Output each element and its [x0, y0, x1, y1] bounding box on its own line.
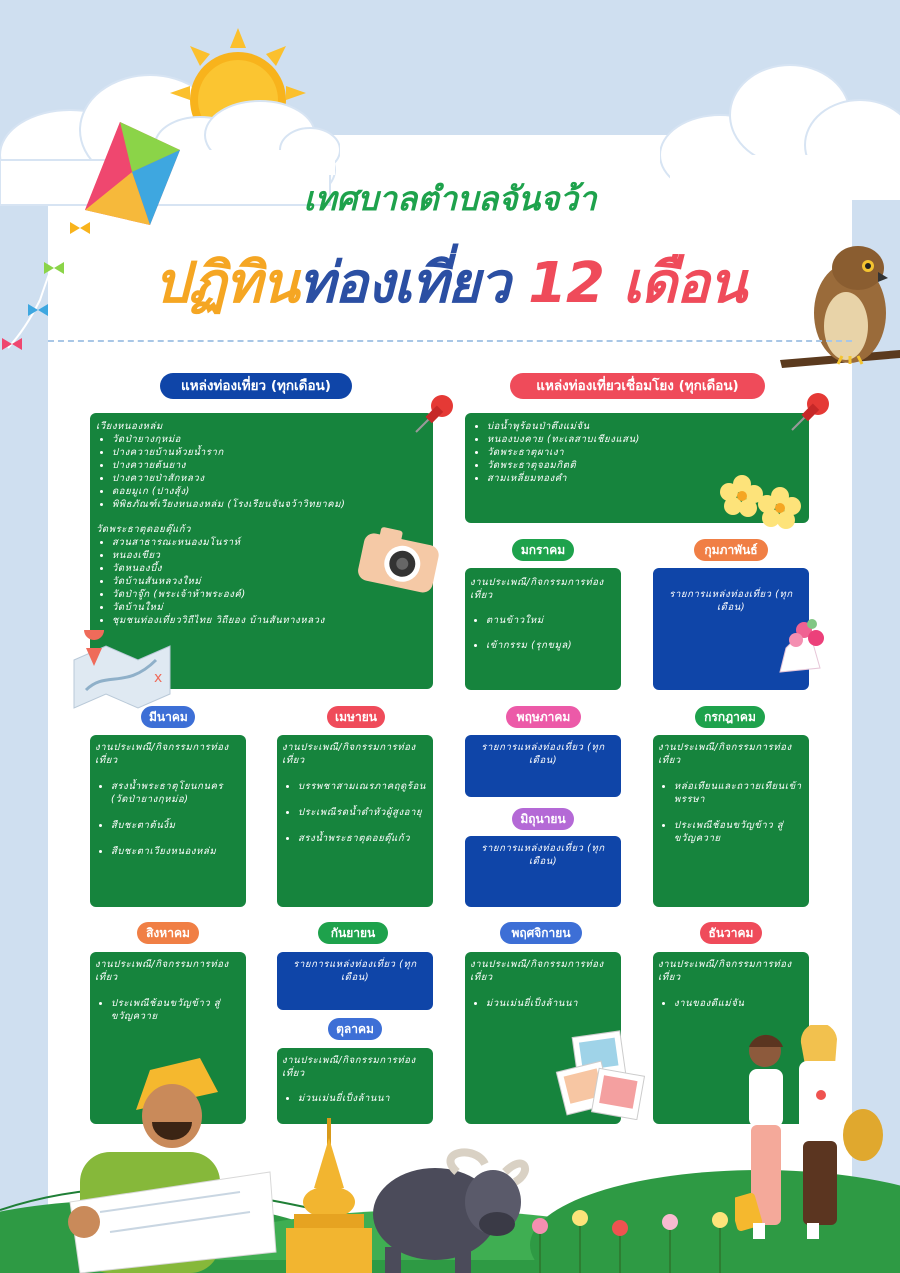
list-item: • วัดป่าจู๊ก (พระเจ้าห้าพระองค์): [112, 588, 427, 601]
list-item: • เข้ากรรม (รุกขมูล): [486, 639, 616, 652]
all-months-list-note: รายการแหล่งท่องเที่ยว (ทุกเดือน): [481, 742, 605, 766]
pushpin-icon: [412, 392, 460, 436]
list-item: • สืบชะตาเวียงหนองหล่ม: [111, 845, 241, 858]
list-item: • บ่อน้ำพุร้อนป่าตึงแม่จัน: [487, 420, 803, 433]
month-label-november: พฤศจิกายน: [500, 922, 582, 944]
all-months-list-note: รายการแหล่งท่องเที่ยว (ทุกเดือน): [481, 843, 605, 867]
may-card: [465, 735, 621, 797]
tourist-couple-illustration: [735, 1025, 895, 1255]
list-item: • หนองบงคาย (ทะเลสาบเชียงแสน): [487, 433, 803, 446]
month-label-may: พฤษภาคม: [506, 706, 581, 728]
list-item: • ปางควายต้นยาง: [112, 459, 427, 472]
buffalo-illustration: [365, 1142, 535, 1273]
list-item: • ประเพณีรดน้ำดำหัวผู้สูงอายุ: [298, 806, 428, 819]
title-part-months: 12 เดือน: [528, 251, 746, 316]
bouquet-icon: [768, 608, 838, 678]
list-item: • ม่วนเม่นยี่เป็งล้านนา: [486, 997, 616, 1010]
stupa-illustration: [284, 1118, 374, 1273]
june-card: [465, 836, 621, 907]
list-item: • วัดพระธาตุจอมกิตติ: [487, 459, 803, 472]
list-item: • สรงน้ำพระธาตุโยนกนคร (วัดป่ายางกฺหม่อ): [111, 780, 241, 806]
list-item: • ดอยมูเก (ปางสุ้ง): [112, 485, 427, 498]
group-title-doi-tukaew: วัดพระธาตุดอยตุ๊แก้ว: [96, 524, 192, 535]
list-item: • วัดบ้านสันหลวงใหม่: [112, 575, 427, 588]
list-item: • วัดหนองบึ้ง: [112, 562, 427, 575]
month-label-september: กันยายน: [318, 922, 388, 944]
list-item: • วัดป่ายางกฺหม่อ: [112, 433, 427, 446]
pushpin-icon: [788, 390, 836, 434]
title-part-calendar: ปฏิทิน: [154, 251, 299, 316]
month-label-december: ธันวาคม: [700, 922, 762, 944]
title-part-travel: ท่องเที่ยว: [298, 251, 510, 316]
list-item: • ตานข้าวใหม่: [486, 614, 616, 627]
map-icon: [66, 630, 178, 710]
january-card: [465, 568, 621, 690]
flower-icon: [720, 474, 804, 530]
traveler-man-illustration: [40, 1052, 280, 1273]
owl-illustration: [780, 238, 900, 388]
event-heading: งานประเพณี/กิจกรรมการท่องเที่ยว: [658, 742, 792, 766]
list-item: • งานของดีแม่จัน: [674, 997, 804, 1010]
photos-icon: [555, 1030, 645, 1120]
list-item: • หล่อเทียนและถวายเทียนเข้าพรรษา: [674, 780, 804, 806]
all-months-attractions-label: แหล่งท่องเที่ยว (ทุกเดือน): [160, 373, 352, 399]
list-item: • วัดบ้านใหม่: [112, 601, 427, 614]
month-label-july: กรกฎาคม: [695, 706, 765, 728]
month-label-january: มกราคม: [512, 539, 574, 561]
october-card: [277, 1048, 433, 1124]
list-item: • บรรพชาสามเณรภาคฤดูร้อน: [298, 780, 428, 793]
month-label-march: มีนาคม: [141, 706, 195, 728]
flowers-illustration: [520, 1200, 750, 1273]
september-card: [277, 952, 433, 1010]
list-item: • ปางควายป่าสักหลวง: [112, 472, 427, 485]
camera-icon: [355, 525, 443, 595]
event-heading: งานประเพณี/กิจกรรมการท่องเที่ยว: [658, 959, 792, 983]
list-item: • สืบชะตาต้นงิ้ม: [111, 819, 241, 832]
list-item: • ชุมชนท่องเที่ยววิถีไทย วิถียอง บ้านสันทางหลวง: [112, 614, 427, 627]
list-item: • พิพิธภัณฑ์เวียงหนองหล่ม (โรงเรียนจันจว้าวิทยาคม): [112, 498, 427, 511]
list-item: • สามเหลี่ยมทองคำ: [487, 472, 803, 485]
march-card: [90, 735, 246, 907]
event-heading: งานประเพณี/กิจกรรมการท่องเที่ยว: [282, 742, 416, 766]
event-heading: งานประเพณี/กิจกรรมการท่องเที่ยว: [470, 959, 604, 983]
month-label-february: กุมภาพันธ์: [694, 539, 768, 561]
calendar-title: [70, 238, 830, 327]
month-label-april: เมษายน: [327, 706, 385, 728]
title-divider: [48, 340, 852, 342]
list-item: • ประเพณีช้อนขวัญข้าว สู่ขวัญควาย: [111, 997, 241, 1023]
month-label-june: มิถุนายน: [512, 808, 574, 830]
group-title-wiang-nong-lom: เวียงหนองหล่ม: [96, 421, 163, 432]
list-item: • สวนสาธารณะหนองมโนราห์: [112, 536, 427, 549]
svg-text:x: x: [154, 670, 163, 686]
linked-attractions-label: แหล่งท่องเที่ยวเชื่อมโยง (ทุกเดือน): [510, 373, 765, 399]
all-months-list-note: รายการแหล่งท่องเที่ยว (ทุกเดือน): [293, 959, 417, 983]
all-months-list-note: รายการแหล่งท่องเที่ยว (ทุกเดือน): [669, 589, 793, 613]
list-item: • ปางควายบ้านห้วยน้ำราก: [112, 446, 427, 459]
event-heading: งานประเพณี/กิจกรรมการท่องเที่ยว: [470, 577, 604, 601]
municipality-title: เทศบาลตำบลจันจว้า: [303, 179, 597, 218]
list-item: • ม่วนเม่นยี่เป็งล้านนา: [298, 1092, 428, 1105]
list-item: • ประเพณีช้อนขวัญข้าว สู่ขวัญควาย: [674, 819, 804, 845]
event-heading: งานประเพณี/กิจกรรมการท่องเที่ยว: [95, 742, 229, 766]
list-item: • วัดพระธาตุผาเงา: [487, 446, 803, 459]
event-heading: งานประเพณี/กิจกรรมการท่องเที่ยว: [282, 1055, 416, 1079]
month-label-october: ตุลาคม: [328, 1018, 382, 1040]
april-card: [277, 735, 433, 907]
month-label-august: สิงหาคม: [137, 922, 199, 944]
event-heading: งานประเพณี/กิจกรรมการท่องเที่ยว: [95, 959, 229, 983]
list-item: • หนองเขียว: [112, 549, 427, 562]
july-card: [653, 735, 809, 907]
list-item: • สรงน้ำพระธาตุดอยตุ๊แก้ว: [298, 832, 428, 845]
